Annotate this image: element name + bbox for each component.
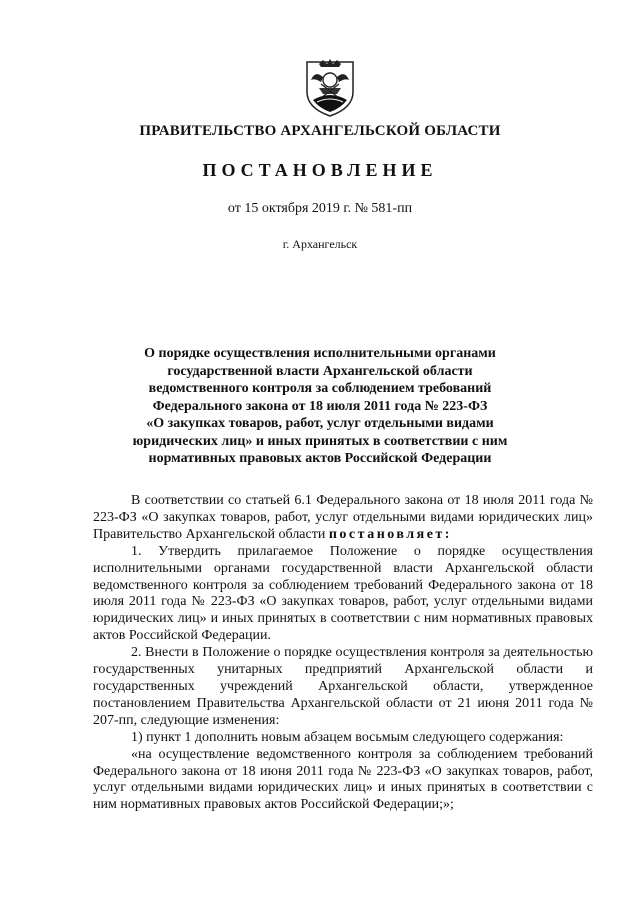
document-date-number: от 15 октября 2019 г. № 581-пп [227, 201, 413, 216]
document-type-heading: ПОСТАНОВЛЕНИЕ [202, 160, 438, 180]
document-title [0, 345, 640, 468]
title-line: государственной власти Архангельской области [167, 363, 473, 379]
resolves-word: постановляет: [328, 526, 452, 542]
title-line: ведомственного контроля за соблюдением требований [148, 381, 492, 396]
title-line: нормативных правовых актов Российской Федерации [148, 451, 492, 466]
title-line: «О закупках товаров, работ, услуг отдельными видами [146, 416, 494, 431]
document-body [93, 493, 593, 814]
title-line: О порядке осуществления исполнительными органами [144, 346, 496, 361]
title-line: юридических лиц» и иных принятых в соответствии с ним [132, 433, 508, 449]
coat-of-arms-emblem [301, 58, 359, 118]
document-city: г. Архангельск [282, 237, 358, 251]
item-1-paragraph: 1. Утвердить прилагаемое Положение о порядке осуществления исполнительными органами государственной власти Архангельской области ведомственного контроля за соблюдением требований Федерального закона от 18 июля 2011 года № 223-ФЗ «О закупках товаров, работ, услуг отдельными видами юридических лиц» и иных принятых в соответствии с ним нормативных правовых актов Российской Федерации. [93, 543, 593, 644]
item-2-paragraph: 2. Внести в Положение о порядке осуществления контроля за деятельностью государственных унитарных предприятий Архангельской области и государственных учреждений Архангельской области, утвержденное постановлением Правительства Архангельской области от 21 июня 2011 года № 207-пп, следующие изменения: [93, 645, 593, 728]
government-name: ПРАВИТЕЛЬСТВО АРХАНГЕЛЬСКОЙ ОБЛАСТИ [139, 123, 501, 139]
preamble-text: В соответствии со статьей 6.1 Федерального закона от 18 июля 2011 года № 223-ФЗ «О закупках товаров, работ, услуг отдельными видами юридических лиц» Правительство Архангельской области [93, 493, 593, 542]
item-2-1-paragraph: 1) пункт 1 дополнить новым абзацем восьмым следующего содержания: [131, 729, 564, 745]
preamble-paragraph [93, 493, 593, 544]
title-line: Федерального закона от 18 июля 2011 года № 223-ФЗ [152, 398, 488, 414]
quoted-amendment-paragraph: «на осуществление ведомственного контроля за соблюдением требований Федерального закона от 18 июня 2011 года № 223-ФЗ «О закупках товаров, работ, услуг отдельными видами юридических лиц» и иных принятых в соответствии с ним нормативных правовых актов Российской Федерации;»; [93, 746, 593, 813]
